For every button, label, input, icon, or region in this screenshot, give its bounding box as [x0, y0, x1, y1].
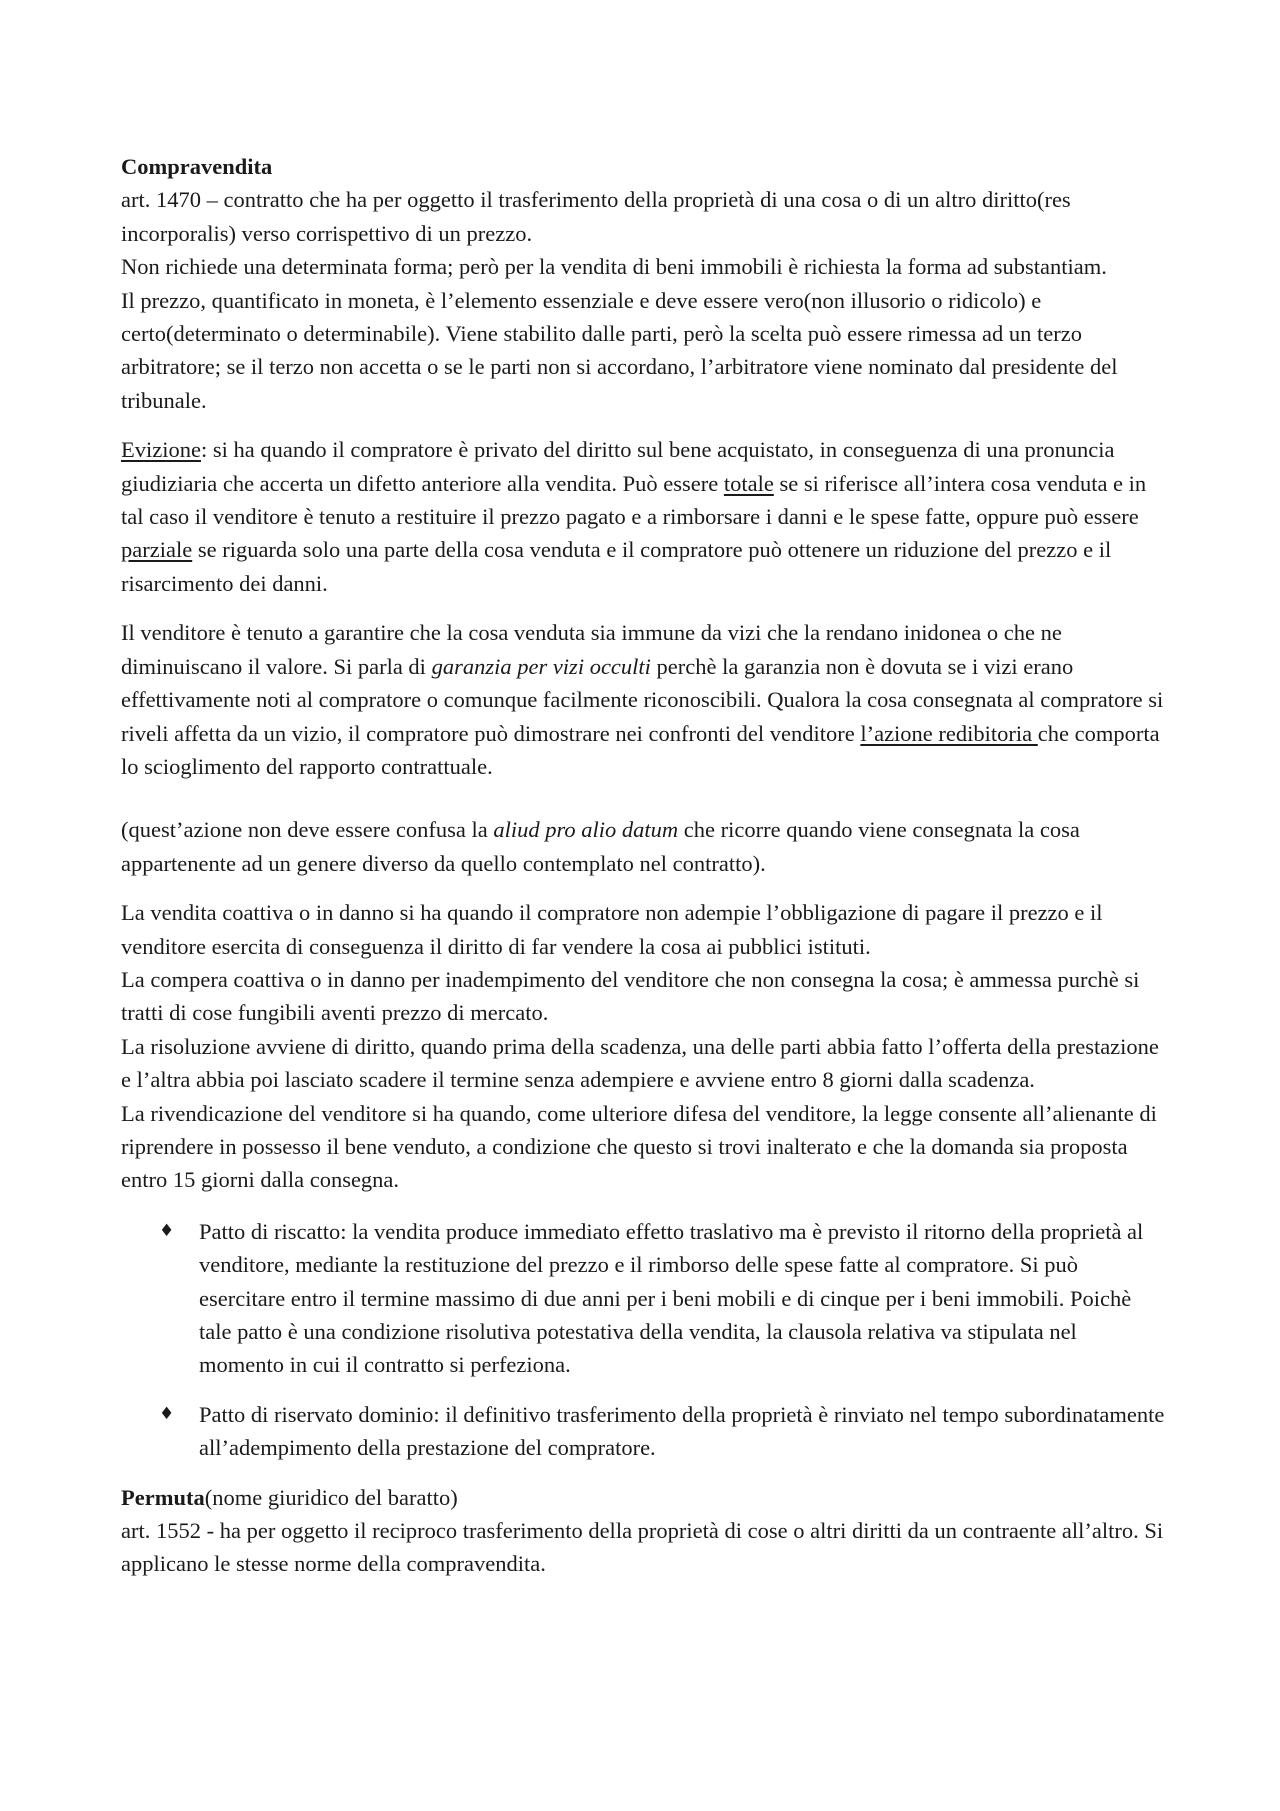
list-item [121, 1215, 1166, 1382]
vizi-text-3: che comporta lo scioglimento del rapporto contrattuale. [121, 720, 1160, 779]
aliud-paragraph [121, 813, 1166, 880]
compravendita-heading: Compravendita [121, 154, 273, 179]
permuta-heading: Permuta [121, 1484, 205, 1510]
evizione-term: Evizione [121, 437, 201, 463]
evizione-text-1: : si ha quando il compratore è privato del diritto sul bene acquistato, in conseguenza di una pronuncia giudiziaria che accerta un difetto anteriore alla vendita. Può essere [121, 437, 1115, 496]
diamond-bullet-icon: ♦ [159, 1403, 175, 1424]
garanzia-vizi-occulti: garanzia per vizi occulti [431, 653, 651, 679]
diamond-bullet-icon: ♦ [159, 1220, 175, 1241]
aliud-text-1: (quest’azione non deve essere confusa la [121, 817, 494, 843]
evizione-paragraph [121, 433, 1166, 600]
compravendita-definition: art. 1470 – contratto che ha per oggetto il trasferimento della proprietà di una cosa o di un altro diritto(res incorporalis) verso corrispettivo di un prezzo. [121, 187, 1071, 246]
document-page [121, 150, 1166, 1581]
permuta-heading-note: (nome giuridico del baratto) [204, 1484, 458, 1510]
patti-list [121, 1215, 1166, 1465]
azione-redibitoria: l’azione redibitoria [860, 720, 1038, 746]
risoluzione: La risoluzione avviene di diritto, quando prima della scadenza, una delle parti abbia fatto l’offerta della prestazione e l’altra abbia poi lasciato scadere il termine senza adempiere e avviene entro 8 giorni dalla scadenza. [121, 1033, 1159, 1093]
rivendicazione: La rivendicazione del venditore si ha quando, come ulteriore difesa del venditore, la legge consente all’alienante di riprendere in possesso il bene venduto, a condizione che questo si trovi inalterato e che la domanda sia proposta entro 15 giorni dalla consegna. [121, 1100, 1157, 1193]
compera-coattiva: La compera coattiva o in danno per inadempimento del venditore che non consegna la cosa; è ammessa purchè si tratti di cose fungibili aventi prezzo di mercato. [121, 966, 1140, 1026]
compravendita-forma: Non richiede una determinata forma; però per la vendita di beni immobili è richiesta la forma ad substantiam. [121, 254, 1107, 280]
list-item [121, 1398, 1166, 1465]
permuta-section [121, 1481, 1166, 1581]
permuta-definition: art. 1552 - ha per oggetto il reciproco trasferimento della proprietà di cose o altri diritti da un contraente all’altro. Si applicano le stesse norme della compravendita. [121, 1518, 1164, 1577]
vendita-coattiva-section [121, 896, 1166, 1197]
vizi-paragraph [121, 616, 1166, 783]
evizione-text-2: se si riferisce all’intera cosa venduta e in tal caso il venditore è tenuto a restituire il prezzo pagato e a rimborsare i danni e le spese fatte, oppure può essere [121, 470, 1147, 530]
aliud-pro-alio-datum: aliud pro alio datum [493, 817, 679, 843]
vizi-text-2: perchè la garanzia non è dovuta se i vizi erano effettivamente noti al compratore o comunque facilmente riconoscibili. Qualora la cosa consegnata al compratore si riveli affetta da un vizio, il compratore può dimostrare nei confronti del venditore [121, 653, 1164, 746]
evizione-parziale: parziale [121, 537, 193, 563]
aliud-text-2: che ricorre quando viene consegnata la cosa appartenente ad un genere diverso da quello contemplato nel contratto). [121, 817, 1080, 876]
evizione-text-3: se riguarda solo una parte della cosa venduta e il compratore può ottenere un riduzione del prezzo e il risarcimento dei danni. [121, 537, 1112, 596]
compravendita-section [121, 150, 1166, 417]
evizione-totale: totale [723, 470, 774, 496]
patto-riservato-dominio: Patto di riservato dominio: il definitivo trasferimento della proprietà è rinviato nel tempo subordinatamente all’adempimento della prestazione del compratore. [199, 1401, 1165, 1461]
patto-riscatto: Patto di riscatto: la vendita produce immediato effetto traslativo ma è previsto il ritorno della proprietà al venditore, mediante la restituzione del prezzo e il rimborso delle spese fatte al compratore. Si può esercitare entro il termine massimo di due anni per i beni mobili e di cinque per i beni immobili. Poichè tale patto è una condizione risolutiva potestativa della vendita, la clausola relativa va stipulata nel momento in cui il contratto si perfeziona. [199, 1218, 1144, 1378]
vizi-text-1: Il venditore è tenuto a garantire che la cosa venduta sia immune da vizi che la rendano inidonea o che ne diminuiscano il valore. Si parla di [121, 620, 1062, 679]
compravendita-prezzo: Il prezzo, quantificato in moneta, è l’elemento essenziale e deve essere vero(non illusorio o ridicolo) e certo(determinato o determinabile). Viene stabilito dalle parti, però la scelta può essere rimessa ad un terzo arbitratore; se il terzo non accetta o se le parti non si accordano, l’arbitratore viene nominato dal presidente del tribunale. [121, 287, 1118, 413]
vendita-coattiva: La vendita coattiva o in danno si ha quando il compratore non adempie l’obbligazione di pagare il prezzo e il venditore esercita di conseguenza il diritto di far vendere la cosa ai pubblici istituti. [121, 900, 1103, 959]
